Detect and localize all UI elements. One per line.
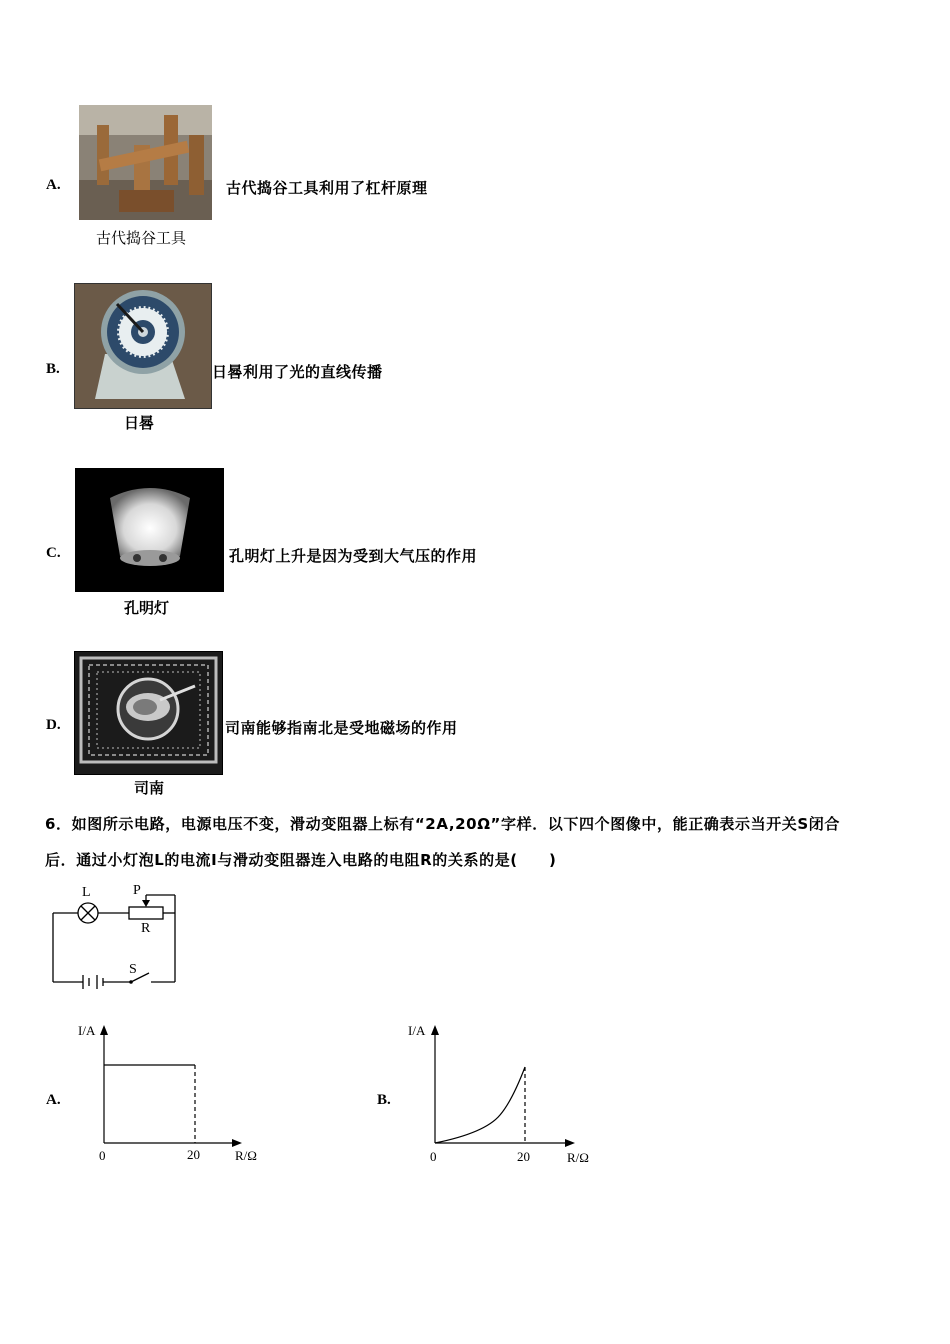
graph-b-curve: [435, 1067, 525, 1143]
option-a-caption: 古代捣谷工具: [96, 229, 187, 247]
option-b-caption: 日晷: [124, 414, 155, 432]
graph-a-letter: A.: [46, 1092, 61, 1108]
graph-b-letter: B.: [377, 1092, 391, 1108]
resistor-symbol: [129, 907, 163, 919]
sinan-compass-photo: [74, 651, 223, 775]
question-6-line-2: 后．通过小灯泡L的电流I与滑动变阻器连入电路的电阻R的关系的是( ): [45, 851, 557, 869]
option-c-text: 孔明灯上升是因为受到大气压的作用: [229, 547, 478, 565]
option-b-text: 日晷利用了光的直线传播: [212, 363, 383, 381]
graph-b-origin: 0: [430, 1149, 437, 1164]
graph-b: [400, 1015, 605, 1170]
option-a-letter: A.: [46, 177, 61, 193]
sundial-photo: [74, 283, 212, 409]
option-b-letter: B.: [46, 361, 60, 377]
option-d-text: 司南能够指南北是受地磁场的作用: [225, 719, 458, 737]
option-c-caption: 孔明灯: [124, 599, 170, 617]
graph-a-origin: 0: [99, 1148, 106, 1163]
graph-b-xtick: 20: [517, 1149, 530, 1164]
graph-a: [70, 1015, 270, 1170]
grain-pounding-tool-photo: [79, 105, 212, 220]
resistor-label: R: [141, 921, 151, 936]
graph-b-xlabel: R/Ω: [567, 1150, 589, 1165]
option-d-letter: D.: [46, 717, 61, 733]
sky-lantern-photo: [75, 468, 224, 592]
question-6-line-1: 6．如图所示电路，电源电压不变，滑动变阻器上标有“2A,20Ω”字样．以下四个图像中，能正确表示当开关S闭合: [45, 815, 841, 833]
switch-label: S: [129, 962, 137, 977]
circuit-diagram: [45, 880, 185, 990]
graph-b-ylabel: I/A: [408, 1023, 426, 1038]
lamp-label: L: [82, 885, 91, 900]
graph-a-xtick: 20: [187, 1147, 200, 1162]
option-c-letter: C.: [46, 545, 61, 561]
option-a-text: 古代捣谷工具利用了杠杆原理: [226, 179, 428, 197]
slider-label: P: [133, 883, 141, 898]
graph-a-xlabel: R/Ω: [235, 1148, 257, 1163]
graph-a-ylabel: I/A: [78, 1023, 96, 1038]
option-d-caption: 司南: [134, 779, 165, 797]
